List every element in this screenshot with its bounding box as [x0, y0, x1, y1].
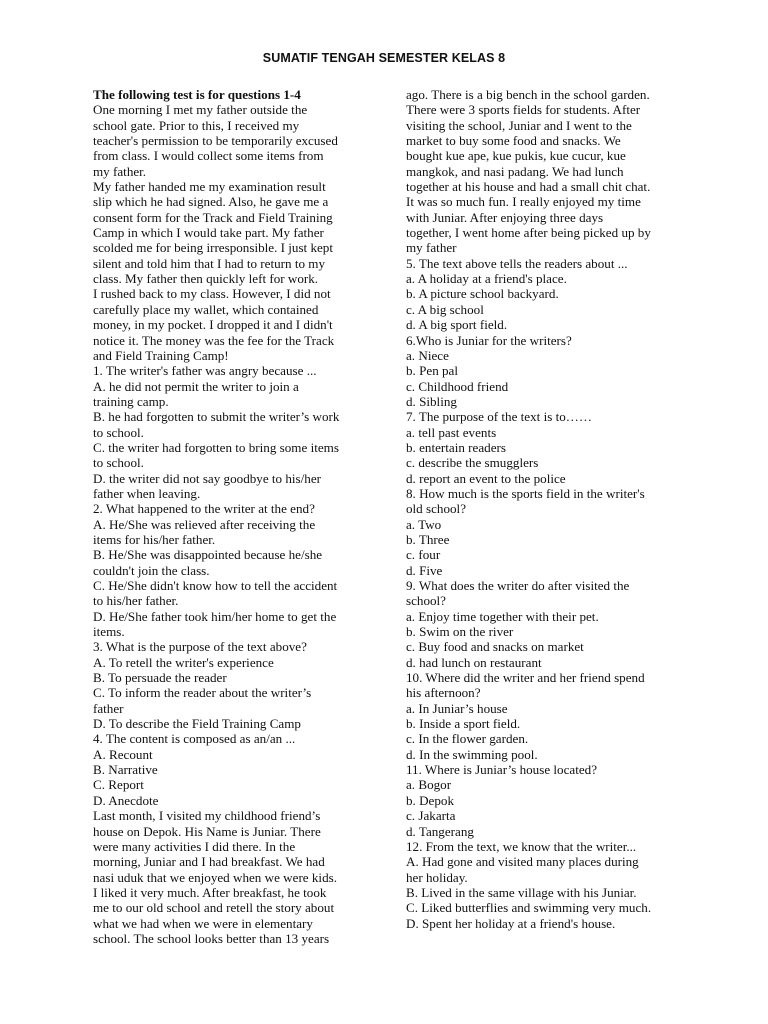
text-line: I liked it very much. After breakfast, he took [93, 884, 327, 900]
text-line: items. [93, 624, 125, 640]
text-line: a. Two [406, 516, 442, 532]
text-line: together, I went home after being picked up by [406, 225, 651, 241]
text-line: house on Depok. His Name is Juniar. There [93, 823, 321, 839]
text-line: my father [406, 240, 457, 256]
text-line: b. Pen pal [406, 363, 459, 379]
text-line: A. Had gone and visited many places during [406, 854, 639, 870]
text-line: class. My father then quickly left for work. [93, 271, 319, 287]
text-line: Last month, I visited my childhood friend’s [93, 808, 321, 824]
right-column [406, 87, 674, 931]
text-line: morning, Juniar and I had breakfast. We had [93, 854, 325, 870]
text-line: his afternoon? [406, 685, 481, 701]
text-line: bought kue ape, kue pukis, kue cucur, kue [406, 148, 626, 164]
text-line: training camp. [93, 393, 169, 409]
text-line: 7. The purpose of the text is to…… [406, 409, 592, 425]
text-line: d. Tangerang [406, 823, 474, 839]
text-line: B. To persuade the reader [93, 670, 227, 686]
text-line: D. He/She father took him/her home to get the [93, 608, 337, 624]
text-line: b. A picture school backyard. [406, 286, 559, 302]
text-line: It was so much fun. I really enjoyed my time [406, 194, 641, 210]
text-line: 2. What happened to the writer at the end? [93, 501, 315, 517]
text-line: school? [406, 593, 446, 609]
text-line: c. Buy food and snacks on market [406, 639, 584, 655]
text-line: 4. The content is composed as an/an ... [93, 731, 296, 747]
text-line: carefully place my wallet, which contained [93, 301, 319, 317]
text-line: her holiday. [406, 869, 468, 885]
text-line: D. To describe the Field Training Camp [93, 716, 301, 732]
text-line: a. Niece [406, 347, 449, 363]
text-line: c. Childhood friend [406, 378, 509, 394]
text-line: me to our old school and retell the story about [93, 900, 335, 916]
text-line: d. report an event to the police [406, 470, 566, 486]
text-line: C. the writer had forgotten to bring some items [93, 439, 339, 455]
text-line: 11. Where is Juniar’s house located? [406, 762, 598, 778]
left-column [93, 87, 361, 946]
text-line: a. A holiday at a friend's place. [406, 271, 567, 287]
text-line: and Field Training Camp! [93, 347, 229, 363]
text-line: a. In Juniar’s house [406, 700, 508, 716]
text-line: school gate. Prior to this, I received my [93, 117, 300, 133]
text-line: to school. [93, 455, 144, 471]
text-line: 8. How much is the sports field in the writer's [406, 485, 645, 501]
text-line: B. Lived in the same village with his Juniar. [406, 884, 637, 900]
text-line: ago. There is a big bench in the school garden. [406, 87, 650, 102]
text-line: d. Sibling [406, 393, 457, 409]
text-line: to school. [93, 424, 144, 440]
text-line: A. To retell the writer's experience [93, 654, 274, 670]
text-line: nasi uduk that we enjoyed when we were kids. [93, 869, 337, 885]
text-line: my father. [93, 163, 147, 179]
text-line: 5. The text above tells the readers about ... [406, 255, 628, 271]
text-line: b. Inside a sport field. [406, 716, 521, 732]
text-line: visiting the school, Juniar and I went to the [406, 117, 632, 133]
page-title: SUMATIF TENGAH SEMESTER KELAS 8 [262, 51, 506, 65]
text-line: couldn't join the class. [93, 562, 210, 578]
text-line: There were 3 sports fields for students. After [406, 102, 641, 118]
text-line: d. A big sport field. [406, 317, 508, 333]
text-line: c. Jakarta [406, 808, 456, 824]
text-line: A. Recount [93, 746, 153, 762]
text-line: D. Anecdote [93, 792, 159, 808]
text-line: C. Report [93, 777, 144, 793]
text-line: 3. What is the purpose of the text above? [93, 639, 307, 655]
text-line: d. Five [406, 562, 443, 578]
text-line: b. Depok [406, 792, 455, 808]
section-heading: The following test is for questions 1-4 [93, 87, 301, 102]
text-line: 9. What does the writer do after visited the [406, 578, 630, 593]
text-line: father when leaving. [93, 485, 201, 501]
text-line: silent and told him that I had to return to my [93, 255, 326, 271]
text-line: My father handed me my examination result [93, 179, 326, 195]
text-line: were many activities I did there. In the [93, 838, 296, 854]
text-line: notice it. The money was the fee for the Track [93, 332, 335, 348]
text-line: together at his house and had a small chit chat. [406, 179, 651, 195]
text-line: A. He/She was relieved after receiving the [93, 516, 316, 532]
text-line: B. he had forgotten to submit the writer’s work [93, 409, 340, 425]
text-line: consent form for the Track and Field Training [93, 209, 333, 225]
text-line: school. The school looks better than 13 years [93, 930, 330, 946]
text-line: b. Swim on the river [406, 624, 514, 640]
text-line: A. he did not permit the writer to join a [93, 378, 299, 394]
text-line: father [93, 700, 124, 716]
text-line: money, in my pocket. I dropped it and I didn't [93, 317, 333, 333]
text-line: b. entertain readers [406, 439, 506, 455]
text-line: 10. Where did the writer and her friend spend [406, 670, 645, 686]
text-line: C. Liked butterflies and swimming very much. [406, 900, 652, 916]
text-line: D. Spent her holiday at a friend's house. [406, 915, 616, 931]
text-line: B. He/She was disappointed because he/she [93, 547, 323, 563]
text-line: c. In the flower garden. [406, 731, 529, 747]
text-line: C. He/She didn't know how to tell the accident [93, 578, 338, 593]
text-line: a. Enjoy time together with their pet. [406, 608, 599, 624]
text-line: to his/her father. [93, 593, 179, 609]
text-line: old school? [406, 501, 467, 517]
text-line: Camp in which I would take part. My father [93, 225, 324, 241]
text-line: I rushed back to my class. However, I did not [93, 286, 331, 302]
text-line: what we had when we were in elementary [93, 915, 313, 931]
text-line: 6.Who is Juniar for the writers? [406, 332, 572, 348]
text-line: scolded me for being irresponsible. I just kept [93, 240, 333, 256]
text-line: C. To inform the reader about the writer’s [93, 685, 312, 701]
text-line: b. Three [406, 531, 450, 547]
text-line: market to buy some food and snacks. We [406, 133, 621, 149]
text-line: B. Narrative [93, 762, 158, 778]
text-line: d. In the swimming pool. [406, 746, 538, 762]
text-line: d. had lunch on restaurant [406, 654, 542, 670]
text-line: mangkok, and nasi padang. We had lunch [406, 163, 624, 179]
text-line: with Juniar. After enjoying three days [406, 209, 604, 225]
text-line: a. tell past events [406, 424, 497, 440]
text-line: D. the writer did not say goodbye to his/her [93, 470, 322, 486]
text-line: slip which he had signed. Also, he gave me a [93, 194, 329, 210]
text-line: 1. The writer's father was angry because ... [93, 363, 317, 379]
text-line: c. describe the smugglers [406, 455, 539, 471]
text-line: c. four [406, 547, 441, 563]
text-line: teacher's permission to be temporarily excused [93, 133, 338, 149]
text-line: 12. From the text, we know that the writer... [406, 838, 637, 854]
text-line: items for his/her father. [93, 531, 216, 547]
text-line: One morning I met my father outside the [93, 102, 308, 118]
text-line: a. Bogor [406, 777, 452, 793]
text-line: from class. I would collect some items from [93, 148, 324, 164]
text-line: c. A big school [406, 301, 484, 317]
